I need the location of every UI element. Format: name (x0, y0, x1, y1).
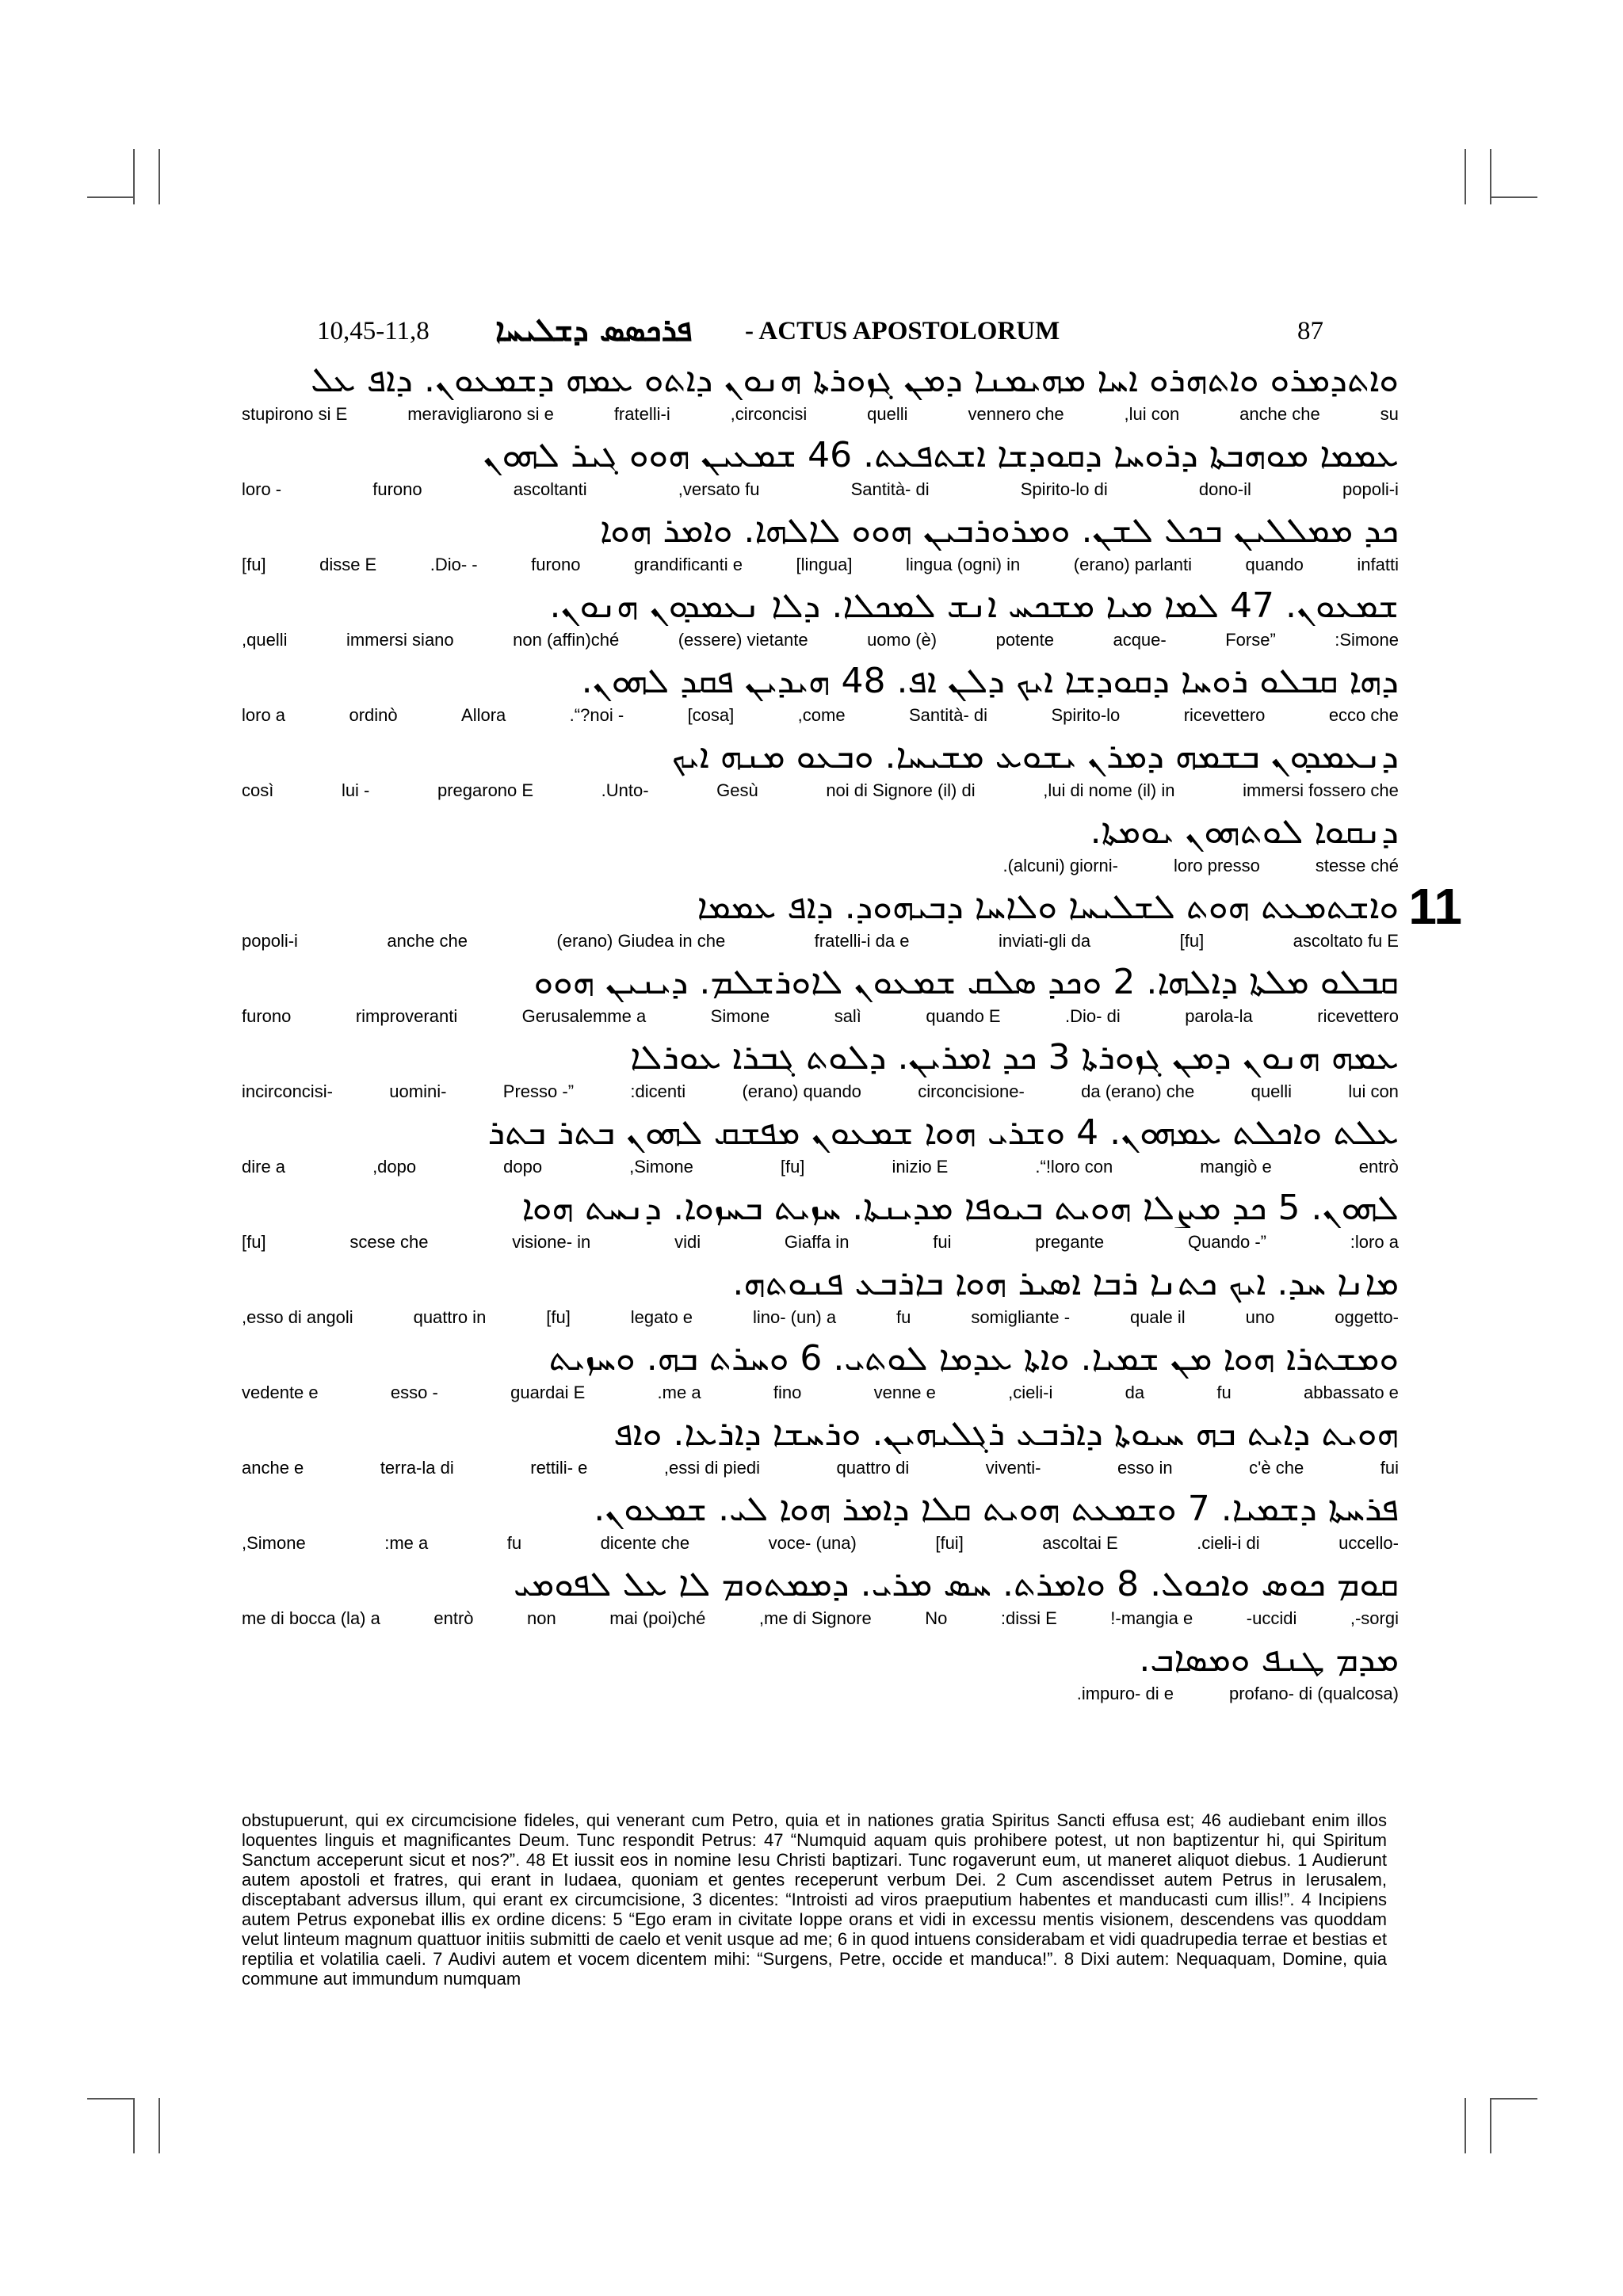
syriac-line: ܩܘܡ ܟܘܣ ܘܐܟܘܠ. 8 ܘܐܡܪܬ. ܚܣ ܡܪܝ. ܕܡܡܬܘܡ ܠܐ ܥܠ ܠܦܘܡܝ (513, 1565, 1399, 1604)
gloss-word: anche che (387, 931, 468, 951)
gloss-word: esso - (390, 1383, 438, 1402)
gloss-word: [fu] (242, 555, 266, 574)
interlinear-line (242, 963, 1399, 1038)
page-header (317, 312, 1387, 357)
syriac-line: ܥܡܗ ܗܢܘܢ ܕܡܢ ܓܙܘܪܬܐ 3 ܟܕ ܐܡܪܝܢ. ܕܠܘܬ ܓܒܪܐ ܥܘܪܠܐ (630, 1038, 1399, 1077)
crop-mark (1490, 2098, 1537, 2100)
gloss-word: parola-la (1185, 1006, 1253, 1026)
interlinear-line (242, 1188, 1399, 1264)
gloss-word: ,lui di nome (il) in (1043, 780, 1175, 800)
gloss-word: .(alcuni) giorni- (1002, 856, 1118, 875)
interlinear-line (242, 586, 1399, 662)
gloss-word: ascoltai E (1042, 1533, 1118, 1553)
gloss-word: .Unto- (601, 780, 649, 800)
gloss-word: fui (933, 1232, 952, 1252)
gloss-word: Quando -” (1187, 1232, 1266, 1252)
gloss-word: uomini- (389, 1081, 447, 1101)
gloss-word: [fui] (935, 1533, 964, 1553)
interlinear-line (242, 1113, 1399, 1188)
gloss-word: ecco che (1328, 705, 1399, 725)
gloss-word: Giaffa in (784, 1232, 850, 1252)
gloss-word: .“!loro con (1035, 1157, 1113, 1177)
verse-reference: 10,45-11,8 (317, 317, 430, 345)
gloss-word: ,me di Signore (758, 1608, 872, 1628)
interlinear-line (242, 511, 1399, 586)
gloss-word: Spirito-lo di (1020, 479, 1108, 499)
gloss-row (242, 1608, 1399, 1631)
gloss-word: ,dopo (372, 1157, 417, 1177)
gloss-word: ordinò (349, 705, 398, 725)
gloss-word: Forse” (1225, 630, 1276, 650)
syriac-line: ܕܢܥܡܕܘܢ ܒܫܡܗ ܕܡܪܢ ܝܫܘܥ ܡܫܝܚܐ. ܘܒܥܘ ܡܢܗ ܐܝܟ (671, 737, 1399, 776)
gloss-word: :me a (384, 1533, 429, 1553)
gloss-word: abbassato e (1304, 1383, 1399, 1402)
gloss-word: meravigliarono si e (407, 404, 554, 424)
gloss-word: ,cieli-i (1008, 1383, 1053, 1402)
gloss-word: lui con (1348, 1081, 1399, 1101)
gloss-word: [lingua] (796, 555, 853, 574)
gloss-word: [fu] (546, 1307, 571, 1327)
gloss-row (242, 855, 1399, 879)
crop-mark (1465, 149, 1466, 204)
gloss-word: me di bocca (la) a (242, 1608, 380, 1628)
interlinear-line (242, 812, 1399, 887)
gloss-word: vidi (674, 1232, 701, 1252)
gloss-word: entrò (433, 1608, 474, 1628)
interlinear-line (242, 1339, 1399, 1414)
gloss-word: ,Simone (242, 1533, 306, 1553)
gloss-word: .Dio- di (1065, 1006, 1121, 1026)
gloss-word: furono (372, 479, 422, 499)
gloss-word: Santità- di (850, 479, 930, 499)
interlinear-text (242, 360, 1462, 1715)
gloss-word: ,-sorgi (1350, 1608, 1399, 1628)
gloss-word: inviati-gli da (998, 931, 1091, 951)
gloss-word: ascoltanti (513, 479, 587, 499)
gloss-word: pregarono E (437, 780, 534, 800)
syriac-line: ܦܪܚܬܐ ܕܫܡܝܐ. 7 ܘܫܡܥܬ ܗܘܝܬ ܩܠܐ ܕܐܡܪ ܗܘܐ ܠܝ. ܫܡܥܘܢ. (594, 1489, 1399, 1529)
gloss-word: lino- (un) a (752, 1307, 837, 1327)
gloss-row (242, 1457, 1399, 1481)
crop-mark (158, 2098, 160, 2153)
gloss-word: anche che (1239, 404, 1320, 424)
gloss-word: inizio E (892, 1157, 949, 1177)
gloss-word: [fu] (242, 1232, 266, 1252)
interlinear-line (242, 436, 1399, 511)
gloss-word: (erano) parlanti (1073, 555, 1192, 574)
gloss-word: Santità- di (909, 705, 988, 725)
gloss-word: :dicenti (630, 1081, 686, 1101)
gloss-word: rimproveranti (355, 1006, 458, 1026)
syriac-line: ܘܐܬܕܡܪܘ ܘܐܬܗܪܘ ܐܚܐ ܡܗܝܡܢܐ ܕܡܢ ܓܙܘܪܬܐ ܗܢܘܢ ܕܐܬܘ ܥܡܗ ܕܫܡܥܘܢ. ܕܐܦ ܥܠ (311, 360, 1399, 400)
gloss-word: :loro a (1350, 1232, 1399, 1252)
gloss-word: popoli-i (242, 931, 298, 951)
syriac-line: ܫܡܥܘܢ. 47 ܠܡܐ ܡܝܐ ܡܫܟܚ ܐܢܫ ܠܡܟܠܐ. ܕܠܐ ܢܥܡܕܘܢ ܗܢܘܢ. (549, 586, 1399, 626)
syriac-title: ܦܪܟܣܣ ܕܫܠܝܚܐ (495, 312, 693, 349)
latin-paragraph: obstupuerunt, qui ex circumcisione fideles, qui venerant cum Petro, quia et in nationes gratia Spiritus Sancti effusa est; 46 audiebant enim illos loquentes linguis et magnificantes Deum. Tunc respondit Petrus: 47 “Numquid aquam quis prohibere potest, ut non baptizentur hi, qui Spiritum Sanctum acceperunt sicut et nos?”. 48 Et iussit eos in nomine Iesu Christi baptizari. Tunc rogaverunt eum, ut maneret aliquot diebus. 1 Audierunt autem apostoli et fratres, qui erant in Iudaea, quoniam et gentes receperunt verbum Dei. 2 Cum ascendisset autem Petrus in Ierusalem, disceptabant adversus illum, qui erant ex circumcisione, 3 dicentes: “Introisti ad viros praeputium habentes et manducasti cum illis!”. 4 Incipiens autem Petrus exponebat illis ex ordine dicens: 5 “Ego eram in civitate Ioppe orans et vidi in excessu mentis visionem, descendens vas quoddam velut linteum magnum quattuor initiis submitti de caelo et venit usque ad me; 6 in quod intuens considerabam et vidi quadrupedia terrae et bestias et reptilia et volatilia caeli. 7 Audivi autem et vocem dicentem mihi: “Surgens, Petre, occide et manduca!”. 8 Dixi autem: Nequaquam, Domine, quia commune aut immundum numquam (242, 1810, 1387, 1989)
gloss-word: ascoltato fu E (1293, 931, 1399, 951)
gloss-row (242, 1306, 1399, 1330)
gloss-word: .me a (657, 1383, 701, 1402)
gloss-word: vedente e (242, 1383, 319, 1402)
gloss-row (242, 780, 1399, 803)
gloss-word: Allora (461, 705, 506, 725)
gloss-word: su (1380, 404, 1399, 424)
latin-translation (242, 1810, 1387, 1989)
gloss-word: ricevettero (1317, 1006, 1399, 1026)
gloss-word: venne e (873, 1383, 936, 1402)
syriac-line: ܟܕ ܡܡܠܠܝܢ ܒܟܠ ܠܫܢ. ܘܡܪܘܪܒܝܢ ܗܘܘ ܠܐܠܗܐ. ܘܐܡܪ ܗܘܐ (600, 511, 1399, 551)
gloss-word: stupirono si E (242, 404, 348, 424)
book-title: - ACTUS APOSTOLORUM (745, 317, 1060, 345)
gloss-row (242, 1683, 1399, 1707)
gloss-word: salì (834, 1006, 861, 1026)
crop-mark (87, 2098, 135, 2100)
gloss-word: Simone (710, 1006, 770, 1026)
gloss-row (242, 554, 1399, 578)
gloss-row (242, 930, 1399, 954)
crop-mark (1465, 2098, 1466, 2153)
gloss-word: immersi siano (346, 630, 454, 650)
interlinear-line (242, 662, 1399, 737)
gloss-word: terra-la di (380, 1458, 454, 1478)
gloss-word: [cosa] (687, 705, 735, 725)
interlinear-line (242, 878, 1462, 963)
gloss-word: voce- (una) (768, 1533, 857, 1553)
gloss-word: .impuro- di e (1076, 1684, 1174, 1703)
gloss-word: fu (896, 1307, 911, 1327)
syriac-line: ܘܡܫܬܪܐ ܗܘܐ ܡܢ ܫܡܝܐ. ܘܐܬܐ ܥܕܡܐ ܠܘܬܝ. 6 ܘܚܪܬ ܒܗ. ܘܚܙܝܬ (548, 1339, 1399, 1379)
syriac-line: ܕܗܐ ܩܒܠܘ ܪܘܚܐ ܕܩܘܕܫܐ ܐܝܟ ܕܠܢ ܐܦ. 48 ܗܝܕܝܢ ܦܩܕ ܠܗܘܢ. (581, 662, 1399, 701)
gloss-word: -uccidi (1246, 1608, 1297, 1628)
gloss-word: ,esso di angoli (242, 1307, 353, 1327)
gloss-word: quattro in (413, 1307, 487, 1327)
gloss-word: Gerusalemme a (521, 1006, 647, 1026)
syriac-line: ܥܡܡܐ ܡܘܗܒܬܐ ܕܪܘܚܐ ܕܩܘܕܫܐ ܐܫܬܦܥܬ. 46 ܫܡܥܝܢ ܗܘܘ ܓܝܪ ܠܗܘܢ (483, 436, 1399, 475)
gloss-word: ,lui con (1124, 404, 1180, 424)
gloss-word: ,come (797, 705, 846, 725)
syriac-line: ܘܐܫܬܡܥܬ ܗܘܬ ܠܫܠܝܚܐ ܘܠܐܚܐ ܕܒܝܗܘܕ. ܕܐܦ ܥܡܡܐ (697, 887, 1399, 927)
gloss-word: viventi- (985, 1458, 1041, 1478)
gloss-row (242, 704, 1399, 728)
gloss-word: scese che (349, 1232, 429, 1252)
gloss-word: grandificanti e (634, 555, 743, 574)
gloss-word: ,quelli (242, 630, 288, 650)
interlinear-line (242, 1414, 1399, 1489)
syriac-line: ܥܠܬ ܘܐܟܠܬ ܥܡܗܘܢ. 4 ܘܫܪܝ ܗܘܐ ܫܡܥܘܢ ܡܦܫܩ ܠܗܘܢ ܒܬܪ ܒܬܪ (487, 1113, 1399, 1153)
gloss-word: lui - (341, 780, 370, 800)
gloss-word: immersi fossero che (1243, 780, 1399, 800)
interlinear-line (242, 1264, 1399, 1339)
gloss-word: :dissi E (1000, 1608, 1057, 1628)
gloss-word: anche e (242, 1458, 304, 1478)
gloss-row (242, 1382, 1399, 1405)
gloss-word: pregante (1035, 1232, 1105, 1252)
gloss-word: mangiò e (1200, 1157, 1272, 1177)
gloss-word: legato e (630, 1307, 693, 1327)
gloss-word: (erano) quando (742, 1081, 861, 1101)
gloss-word: No (925, 1608, 948, 1628)
gloss-word: :Simone (1335, 630, 1399, 650)
gloss-word: ,versato fu (678, 479, 760, 499)
gloss-word: (erano) Giudea in che (556, 931, 726, 951)
gloss-row (242, 1156, 1399, 1180)
gloss-word: oggetto- (1335, 1307, 1399, 1327)
gloss-word: popoli-i (1342, 479, 1399, 499)
gloss-word: entrò (1358, 1157, 1399, 1177)
interlinear-line (242, 1489, 1399, 1565)
gloss-word: ,Simone (629, 1157, 693, 1177)
syriac-line: ܕܢܩܘܐ ܠܘܬܗܘܢ ܝܘܡܬܐ. (1090, 812, 1399, 852)
gloss-word: [fu] (780, 1157, 805, 1177)
gloss-word: loro - (242, 479, 282, 499)
syriac-line: ܠܗܘܢ. 5 ܟܕ ܡܨܠܐ ܗܘܝܬ ܒܝܘܦܐ ܡܕܝܢܬܐ. ܚܙܝܬ ܒܚܙܘܐ. ܕܢܚܬ ܗܘܐ (521, 1188, 1399, 1228)
gloss-word: uomo (è) (867, 630, 938, 650)
syriac-line: ܗܘܝܬ ܕܐܝܬ ܒܗ ܚܝܘܬܐ ܕܐܪܒܥ ܪܓܠܝܗܝܢ. ܘܪܚܫܐ ܕܐܪܥܐ. ܘܐܦ (613, 1414, 1399, 1454)
gloss-word: rettili- e (530, 1458, 588, 1478)
crop-mark (1490, 196, 1537, 198)
gloss-word: da (1125, 1383, 1145, 1402)
interlinear-line (242, 1038, 1399, 1113)
gloss-word: fui (1380, 1458, 1399, 1478)
gloss-word: visione- in (512, 1232, 591, 1252)
crop-mark (87, 196, 135, 198)
gloss-word: [fu] (1179, 931, 1205, 951)
syriac-line: ܩܒܠܘ ܡܠܬܐ ܕܐܠܗܐ. 2 ܘܟܕ ܣܠܩ ܫܡܥܘܢ ܠܐܘܪܫܠܡ. ܕܝܢܝܢ ܗܘܘ (533, 963, 1399, 1002)
gloss-word: quando E (926, 1006, 1001, 1026)
gloss-word: somigliante - (971, 1307, 1071, 1327)
gloss-word: ricevettero (1183, 705, 1266, 725)
gloss-word: non (527, 1608, 556, 1628)
gloss-word: così (242, 780, 274, 800)
gloss-word: uccello- (1338, 1533, 1399, 1553)
gloss-word: fratelli-i da e (814, 931, 910, 951)
gloss-word: quando (1245, 555, 1304, 574)
gloss-word: non (affin)ché (513, 630, 620, 650)
crop-mark (1490, 2098, 1491, 2153)
gloss-word: Spirito-lo (1051, 705, 1121, 725)
gloss-word: dono-il (1198, 479, 1251, 499)
gloss-word: disse E (319, 555, 377, 574)
chapter-number: 11 (1408, 878, 1462, 935)
gloss-row (242, 1005, 1399, 1029)
gloss-row (242, 403, 1399, 427)
gloss-row (242, 629, 1399, 653)
page-number: 87 (1297, 317, 1323, 345)
gloss-word: fu (1216, 1383, 1232, 1402)
gloss-word: Gesù (716, 780, 758, 800)
gloss-word: .Dio- - (430, 555, 478, 574)
gloss-word: fu (506, 1533, 522, 1553)
gloss-word: fino (773, 1383, 802, 1402)
gloss-word: fratelli-i (613, 404, 670, 424)
gloss-word: circoncisione- (918, 1081, 1025, 1101)
gloss-word: quale il (1129, 1307, 1186, 1327)
gloss-word: acque- (1113, 630, 1167, 650)
gloss-row (242, 1532, 1399, 1556)
gloss-word: profano- di (qualcosa) (1228, 1684, 1399, 1703)
gloss-word: ,circoncisi (730, 404, 808, 424)
gloss-word: quelli (1251, 1081, 1292, 1101)
crop-mark (133, 2098, 135, 2153)
gloss-word: loro a (242, 705, 286, 725)
gloss-word: mai (poi)ché (609, 1608, 706, 1628)
gloss-word: noi di Signore (il) di (826, 780, 976, 800)
gloss-word: !-mangia e (1110, 1608, 1193, 1628)
gloss-word: vennero che (968, 404, 1064, 424)
gloss-word: dire a (242, 1157, 286, 1177)
gloss-word: furono (242, 1006, 292, 1026)
gloss-word: esso in (1117, 1458, 1173, 1478)
gloss-word: guardai E (510, 1383, 586, 1402)
gloss-word: Presso -” (502, 1081, 575, 1101)
gloss-word: uno (1245, 1307, 1275, 1327)
gloss-word: dopo (503, 1157, 543, 1177)
syriac-line: ܡܐܢܐ ܚܕ. ܐܝܟ ܟܬܢܐ ܪܒܐ ܐܣܝܪ ܗܘܐ ܒܐܪܒܥ ܦܢܘܬܗ. (732, 1264, 1399, 1303)
gloss-word: .cieli-i di (1197, 1533, 1260, 1553)
gloss-word: quelli (867, 404, 908, 424)
gloss-word: lingua (ogni) in (905, 555, 1021, 574)
gloss-word: c'è che (1249, 1458, 1304, 1478)
gloss-word: (essere) vietante (678, 630, 808, 650)
interlinear-line (242, 737, 1399, 812)
gloss-word: da (erano) che (1081, 1081, 1195, 1101)
gloss-word: incirconcisi- (242, 1081, 333, 1101)
crop-mark (158, 149, 160, 204)
gloss-word: potente (995, 630, 1054, 650)
gloss-word: quattro di (836, 1458, 910, 1478)
interlinear-line (242, 360, 1399, 436)
gloss-word: .“?noi - (569, 705, 624, 725)
gloss-row (242, 479, 1399, 502)
gloss-word: loro presso (1173, 856, 1260, 875)
gloss-word: ,essi di piedi (663, 1458, 760, 1478)
gloss-word: infatti (1357, 555, 1399, 574)
interlinear-line (242, 1640, 1399, 1715)
syriac-line: ܡܕܡ ܛܢܦ ܘܡܣܐܒ. (1139, 1640, 1399, 1680)
gloss-word: furono (531, 555, 581, 574)
gloss-word: dicente che (600, 1533, 690, 1553)
gloss-word: stesse ché (1315, 856, 1399, 875)
interlinear-line (242, 1565, 1399, 1640)
gloss-row (242, 1081, 1399, 1104)
gloss-row (242, 1231, 1399, 1255)
